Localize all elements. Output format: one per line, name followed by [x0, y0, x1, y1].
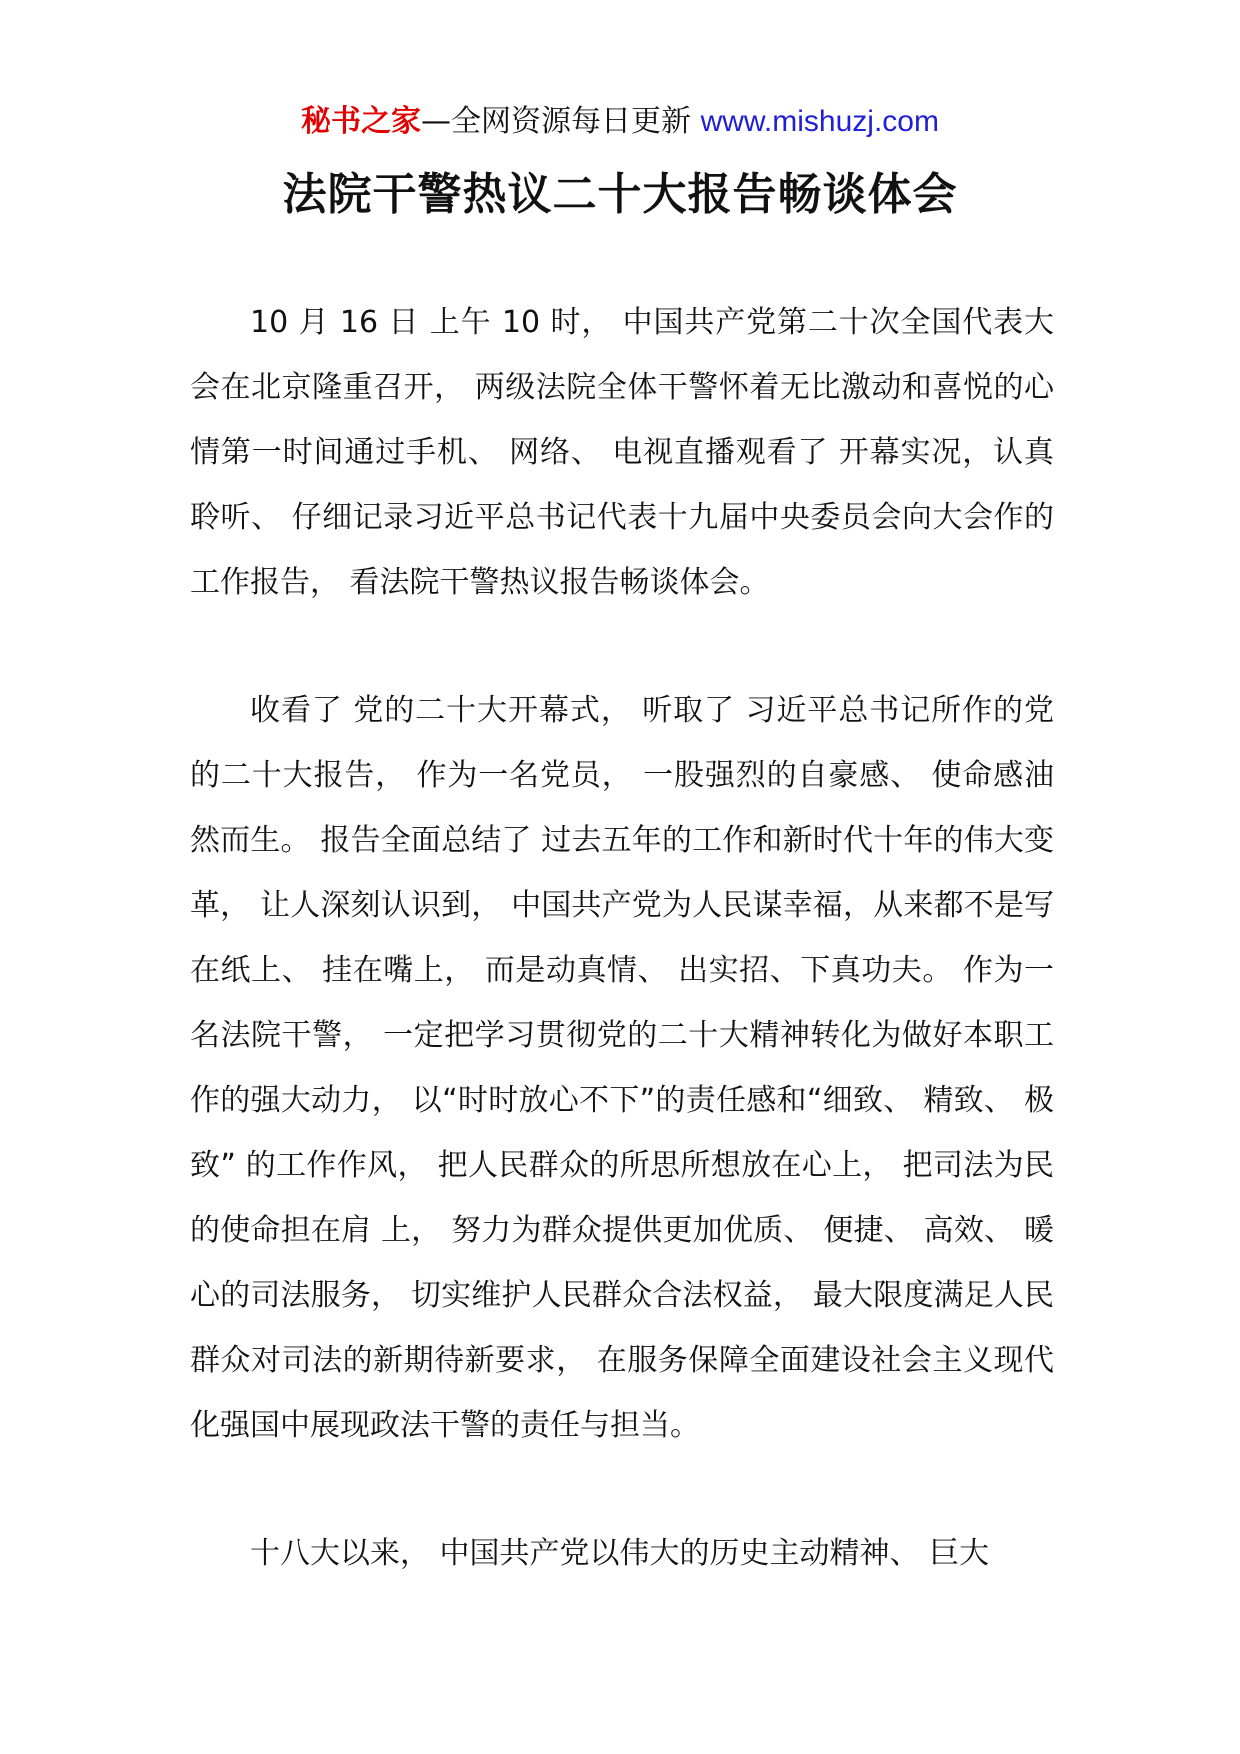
site-url-link[interactable]: www.mishuzj.com: [700, 105, 939, 138]
site-name: 秘书之家: [301, 104, 422, 139]
document-body: [190, 290, 1054, 1586]
paragraph-3: 十八大以来， 中国共产党以伟大的历史主动精神、 巨大: [250, 1536, 990, 1571]
document-title: 法院干警热议二十大报告畅谈体会: [282, 169, 958, 220]
paragraph-2: 收看了 党的二十大开幕式， 听取了 习近平总书记所作的党的二十大报告， 作为一名党员， 一股强烈的自豪感、 使命感油然而生。 报告全面总结了 过去五年的工作和新时代十年的伟大变革， 让人深刻认识到， 中国共产党为人民谋幸福，从来都不是写在纸上、 挂在嘴上， 而是动真情、 出实招、下真功夫。 作为一名法院干警， 一定把学习贯彻党的二十大精神转化为做好本职工作的强大动力， 以“时时放心不下”的责任感和“细致、 精致、 极致” 的工作作风， 把人民群众的所思所想放在心上， 把司法为民的使命担在肩 上， 努力为群众提供更加优质、 便捷、 高效、 暖心的司法服务， 切实维护人民群众合法权益， 最大限度满足人民群众对司法的新期待新要求， 在服务保障全面建设社会主义现代化强国中展现政法干警的责任与担当。: [190, 693, 1054, 1443]
site-slogan: —全网资源每日更新: [421, 104, 701, 139]
paragraph-1: 10 月 16 日 上午 10 时， 中国共产党第二十次全国代表大会在北京隆重召开， 两级法院全体干警怀着无比激动和喜悦的心情第一时间通过手机、 网络、 电视直播观看了 开幕实况，认真聆听、 仔细记录习近平总书记代表十九届中央委员会向大会作的工作报告， 看法院干警热议报告畅谈体会。: [190, 305, 1054, 600]
site-header: [0, 100, 1240, 144]
